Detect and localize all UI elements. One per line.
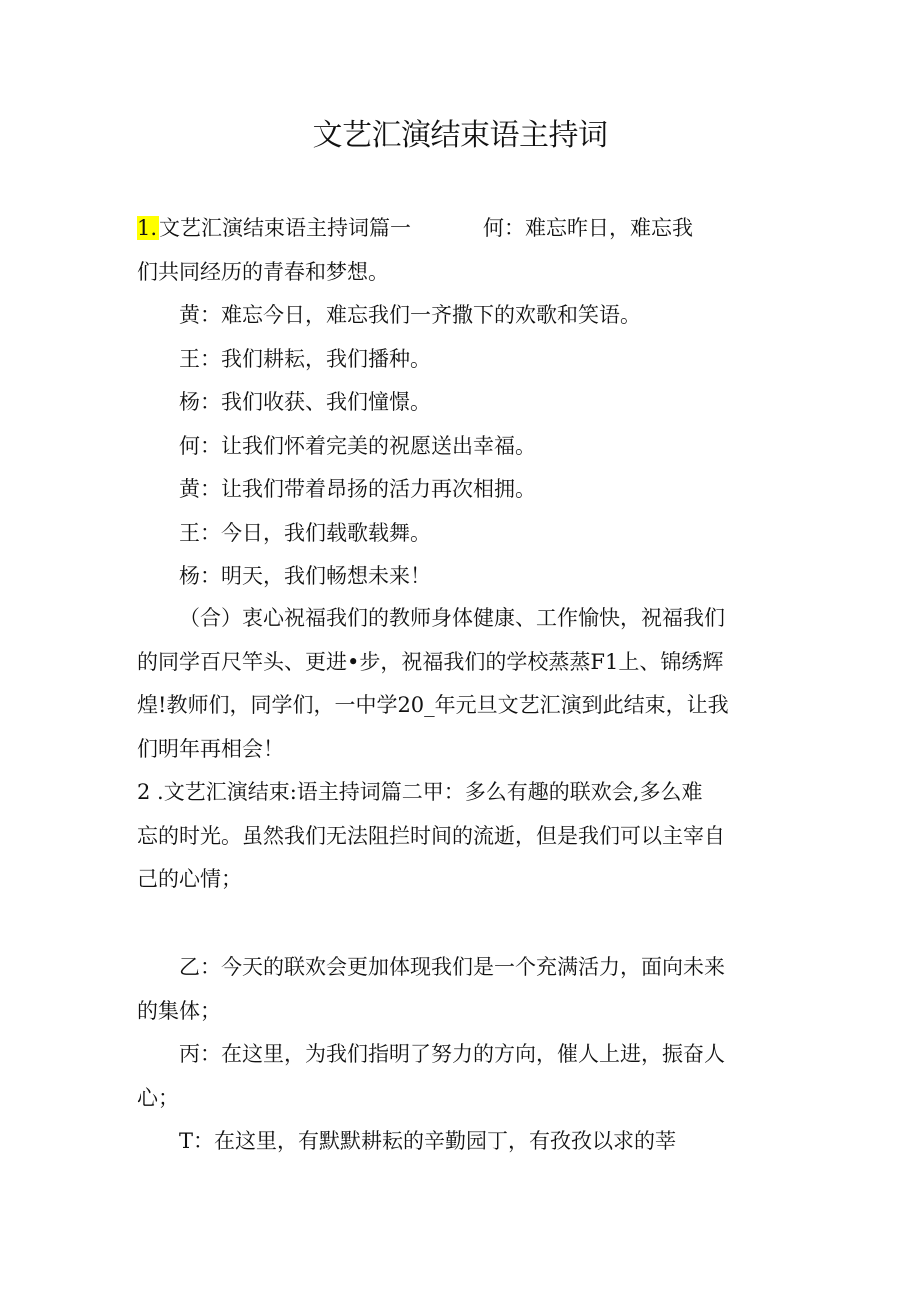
closing-line: 煌!教师们，同学们，一中学20_年元旦文艺汇演到此结束，让我 — [137, 693, 729, 717]
dialogue-line: 杨：明天，我们畅想未来！ — [179, 564, 431, 588]
section1-dialogue — [137, 294, 787, 599]
section1-heading-paragraph — [137, 207, 787, 294]
dialogue-line: 王：今日，我们载歌载舞。 — [179, 520, 431, 545]
yi-line: 的集体； — [137, 998, 221, 1023]
section2-ding — [137, 1120, 787, 1164]
section1-heading: 文艺汇演结束语主持词篇一 — [159, 216, 412, 240]
bing-line: 丙：在这里，为我们指明了努力的方向，催人上进，振奋人 — [179, 1042, 725, 1066]
closing-line: （合）衷心祝福我们的教师身体健康、工作愉快，祝福我们 — [179, 606, 725, 630]
yi-line: 乙：今天的联欢会更加体现我们是一个充满活力，面向未来 — [179, 955, 725, 979]
section2-opening — [137, 771, 787, 902]
dialogue-line: 杨：我们收获、我们憧憬。 — [179, 390, 431, 414]
dialogue-line: 黄：难忘今日，难忘我们一齐撒下的欢歌和笑语。 — [179, 303, 641, 327]
dialogue-line: 王：我们耕耘，我们播种。 — [179, 346, 431, 371]
ding-line: T：在这里，有默默耕耘的辛勤园丁，有孜孜以求的莘 — [179, 1129, 677, 1153]
document-title: 文艺汇演结束语主持词 — [312, 118, 608, 153]
section-number-highlight: 1. — [137, 216, 158, 240]
section2-line: 2 .文艺汇演结束:语主持词篇二甲：多么有趣的联欢会,多么难 — [137, 780, 703, 804]
dialogue-line: 黄：让我们带着昂扬的活力再次相拥。 — [179, 477, 536, 501]
dialogue-line: 何：让我们怀着完美的祝愿送出幸福。 — [179, 433, 536, 458]
section2-yi — [137, 946, 787, 1033]
closing-line: 们明年再相会！ — [137, 736, 284, 761]
closing-line: 的同学百尺竿头、更进•步，祝福我们的学校蒸蒸F1上、锦绣辉 — [137, 649, 724, 674]
section1-first-line-cont: 们共同经历的青春和梦想。 — [137, 259, 389, 284]
section2-line: 忘的时光。虽然我们无法阻拦时间的流逝，但是我们可以主宰自 — [137, 823, 725, 848]
bing-line: 心； — [137, 1085, 179, 1110]
section2-line: 己的心情； — [137, 867, 242, 891]
section2-bing — [137, 1033, 787, 1120]
section1-closing — [137, 597, 787, 771]
section1-heading-line — [137, 207, 787, 251]
section1-first-line-tail: 何：难忘昨日，难忘我 — [483, 216, 694, 240]
